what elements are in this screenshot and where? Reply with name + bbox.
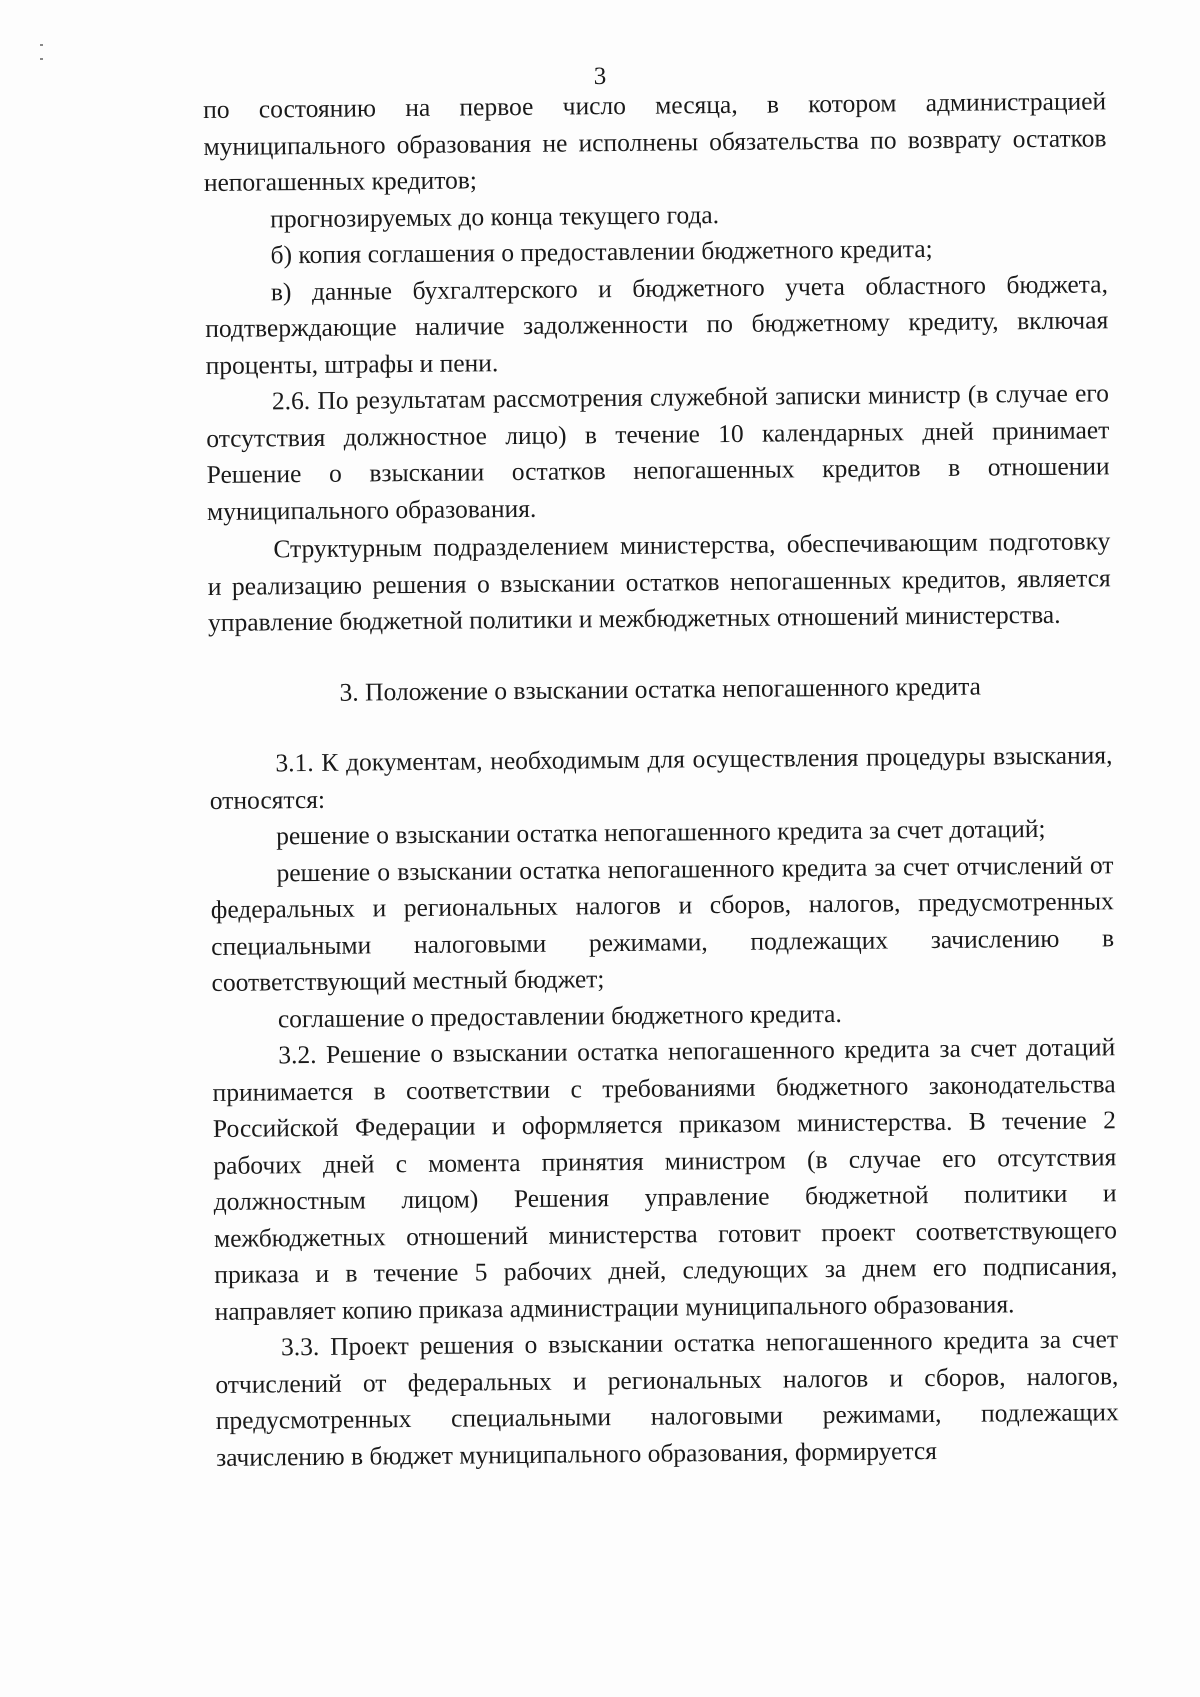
paragraph: прогнозируемых до конца текущего года. [270, 199, 720, 233]
paragraph-clause-3-2: 3.2. Решение о взыскании остатка непогашенного кредита за счет дотаций принимается в соответствии с требованиями бюджетного законодательства Российской Федерации и оформляется приказом министерства. В течение 2 рабочих дней с момента принятия министром (в случае его отсутствия должностным лицом) Решения управление бюджетной политики и межбюджетных отношений министерства готовит проект соответствующего приказа и в течение 5 рабочих дней, следующих за днем его подписания, направляет копию приказа администрации муниципального образования. [212, 1032, 1118, 1326]
document-body [203, 83, 1119, 1476]
list-item: решение о взыскании остатка непогашенного кредита за счет отчислений от федеральных и региональных налогов и сборов, налогов, предусмотренных специальными налоговыми режимами, подлежащих зачислению в соответствующий местный бюджет; [210, 849, 1115, 997]
page-number: 3 [593, 63, 607, 90]
scan-margin-mark [40, 44, 43, 46]
paragraph-clause-3-3: 3.3. Проект решения о взыскании остатка непогашенного кредита за счет отчислений от федеральных и региональных налогов и сборов, налогов, предусмотренных специальными налоговыми режимами, подлежащих зачислению в бюджет муниципального образования, формируется [215, 1324, 1119, 1472]
scan-margin-mark [40, 58, 43, 60]
paragraph: б) копия соглашения о предоставлении бюджетного кредита; [270, 234, 933, 270]
list-item: соглашение о предоставлении бюджетного кредита. [277, 998, 842, 1033]
paragraph-continuation: по состоянию на первое число месяца, в котором администрацией муниципального образования не исполнены обязательства по возврату остатков непогашенных кредитов; [203, 86, 1107, 197]
paragraph: Структурным подразделением министерства, обеспечивающим подготовку и реализацию решения о взыскании остатков непогашенных кредитов, является управление бюджетной политики и межбюджетных отношений министерства. [207, 526, 1111, 637]
section-heading: 3. Положение о взыскании остатка непогашенного кредита [339, 671, 982, 707]
paragraph-clause-3-1: 3.1. К документам, необходимым для осуществления процедуры взыскания, относятся: [209, 740, 1113, 815]
paragraph: в) данные бухгалтерского и бюджетного учета областного бюджета, подтверждающие наличие задолженности по бюджетному кредиту, включая проценты, штрафы и пени. [205, 268, 1109, 380]
paragraph-clause-2-6: 2.6. По результатам рассмотрения служебной записки министр (в случае его отсутствия должностное лицо) в течение 10 календарных дней принимает Решение о взыскании остатков непогашенных кредитов в отношении муниципального образования. [206, 378, 1110, 526]
list-item: решение о взыскании остатка непогашенного кредита за счет дотаций; [276, 813, 1046, 851]
